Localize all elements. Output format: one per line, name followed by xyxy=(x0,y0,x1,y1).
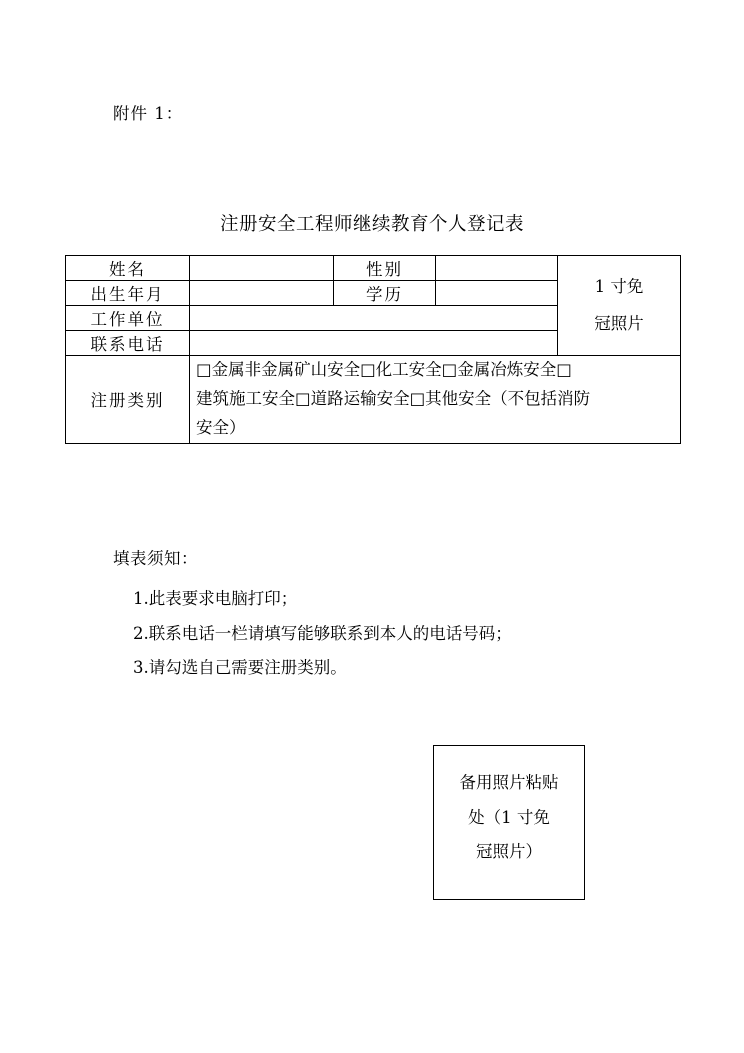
label-registration-category: 注册类别 xyxy=(66,356,190,444)
field-birth-date[interactable] xyxy=(190,281,334,306)
list-item: 3.请勾选自己需要注册类别。 xyxy=(133,658,347,678)
spare-photo-line3: 冠照片） xyxy=(476,842,542,862)
category-line-3: 安全） xyxy=(196,417,246,437)
spare-photo-box xyxy=(433,745,585,900)
label-name: 姓名 xyxy=(66,256,190,281)
category-line-2: 建筑施工安全□道路运输安全□其他安全（不包括消防 xyxy=(196,388,591,408)
field-gender[interactable] xyxy=(436,256,558,281)
label-education: 学历 xyxy=(334,281,436,306)
spare-photo-line1: 备用照片粘贴 xyxy=(459,773,559,792)
field-registration-category[interactable] xyxy=(190,356,681,444)
list-item: 1.此表要求电脑打印； xyxy=(133,589,298,608)
attachment-label: 附件 1： xyxy=(113,104,184,123)
photo-placeholder-line2: 冠照片 xyxy=(594,313,644,333)
spare-photo-line2: 处（1 寸免 xyxy=(468,807,550,827)
list-item: 2.联系电话一栏请填写能够联系到本人的电话号码； xyxy=(133,623,512,643)
table-row-category xyxy=(66,356,681,444)
field-name[interactable] xyxy=(190,256,334,281)
photo-placeholder-line1: 1 寸免 xyxy=(594,277,644,297)
category-line-1: □金属非金属矿山安全□化工安全□金属冶炼安全□ xyxy=(196,360,572,379)
label-gender: 性别 xyxy=(334,256,436,281)
notice-list xyxy=(133,582,512,686)
label-phone: 联系电话 xyxy=(66,331,190,356)
field-education[interactable] xyxy=(436,281,558,306)
field-work-unit[interactable] xyxy=(190,306,558,331)
table-row xyxy=(66,256,681,281)
field-phone[interactable] xyxy=(190,331,558,356)
page-title: 注册安全工程师继续教育个人登记表 xyxy=(219,214,524,235)
notice-heading: 填表须知： xyxy=(113,549,198,568)
registration-form-table xyxy=(65,255,681,444)
photo-placeholder-cell xyxy=(558,256,681,356)
label-birth-date: 出生年月 xyxy=(66,281,190,306)
label-work-unit: 工作单位 xyxy=(66,306,190,331)
